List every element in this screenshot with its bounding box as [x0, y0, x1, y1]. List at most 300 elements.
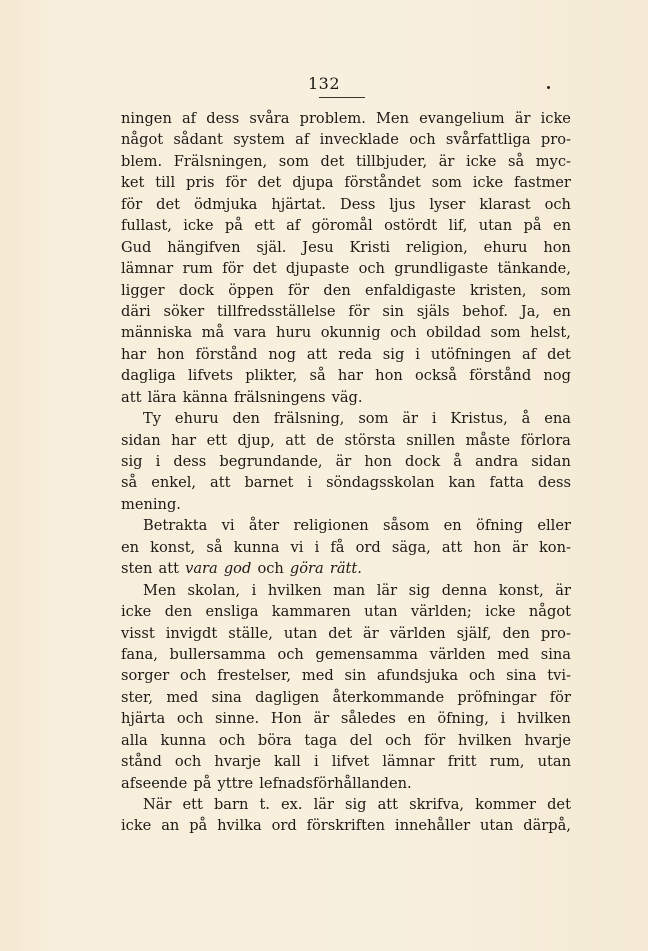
word: enfaldigaste — [364, 281, 456, 299]
word: Gud — [121, 238, 152, 256]
word: världen; — [410, 603, 472, 621]
word: ord — [271, 817, 297, 835]
word: icke — [121, 817, 152, 835]
text-line — [121, 644, 571, 665]
word: pris — [186, 174, 215, 192]
word: lif, — [448, 217, 468, 235]
text-line — [121, 108, 571, 129]
word: den — [164, 603, 193, 621]
word: hvilken — [517, 710, 571, 728]
word: världen — [389, 624, 446, 642]
text-line — [121, 773, 571, 794]
word: öfning — [476, 517, 524, 535]
word: rum — [182, 260, 213, 278]
word: för — [424, 731, 446, 749]
word: förlora — [520, 431, 571, 449]
text-line — [121, 472, 571, 493]
word: konst, — [498, 581, 544, 599]
word: på — [523, 217, 542, 235]
word: utan — [364, 603, 398, 621]
text-line — [121, 172, 571, 193]
word: i — [155, 453, 161, 470]
word: har — [121, 345, 147, 363]
word: kan — [448, 474, 476, 492]
text-line — [121, 665, 571, 686]
text-line — [121, 815, 571, 836]
word: att — [210, 474, 231, 492]
word: fana, — [121, 645, 158, 663]
word: svårfattliga — [445, 131, 531, 149]
word: å — [453, 453, 462, 470]
word: är — [402, 410, 418, 428]
word: och — [257, 560, 284, 578]
word: världen — [429, 645, 486, 663]
word: att — [306, 345, 328, 363]
word: och — [277, 645, 304, 663]
word: myc- — [535, 152, 571, 170]
word: dock — [405, 453, 441, 470]
word: fatta — [489, 474, 524, 492]
word: däri — [121, 302, 151, 320]
word: och — [409, 131, 436, 149]
word: så — [309, 367, 326, 385]
word: är — [514, 110, 531, 127]
word: kristen, — [470, 281, 527, 299]
word: an — [161, 817, 180, 835]
word: hvilken — [267, 581, 322, 599]
word: religionen — [293, 517, 369, 535]
word: ett — [182, 796, 203, 813]
word: å — [521, 410, 531, 428]
word: Dess — [340, 195, 376, 213]
word: ostördt — [384, 217, 438, 235]
word: yttre — [217, 774, 254, 792]
word: afundsjuka — [376, 667, 459, 685]
text-line — [121, 730, 571, 751]
word: rätt. — [329, 560, 362, 578]
word: af — [295, 131, 310, 149]
word: icke — [183, 217, 214, 235]
word: det — [156, 195, 180, 213]
text-line — [121, 623, 571, 644]
word: icke — [472, 174, 504, 192]
word: eller — [537, 517, 571, 535]
word: som — [540, 281, 571, 299]
word: dock — [178, 281, 215, 299]
word: skolan, — [187, 581, 241, 599]
word: själs — [416, 302, 450, 320]
word: det — [320, 152, 345, 170]
word: göra — [289, 560, 324, 578]
word: hon — [473, 538, 501, 556]
text-line — [121, 344, 571, 365]
word: plikter, — [245, 367, 298, 385]
word: problem. — [299, 110, 366, 127]
word: kommer — [475, 796, 537, 813]
word: lära — [147, 388, 177, 406]
word: är — [438, 152, 455, 170]
text-line — [121, 687, 571, 708]
word: pro- — [540, 624, 571, 642]
text-line — [121, 537, 571, 558]
text-line — [121, 494, 571, 515]
word: andra — [475, 453, 519, 470]
word: och — [390, 324, 417, 342]
word: alla — [121, 731, 148, 749]
text-line — [121, 515, 571, 536]
word: i — [307, 474, 313, 492]
word: att — [377, 796, 399, 813]
word: en — [121, 538, 140, 556]
word: vara — [233, 324, 267, 342]
word: blem. — [121, 152, 163, 170]
word: för — [348, 302, 370, 320]
word: hvilken — [457, 731, 512, 749]
word: det — [547, 345, 571, 363]
word: hjärta — [121, 710, 166, 728]
word: frälsningens — [233, 388, 326, 406]
word: hvarje — [214, 753, 261, 771]
word: lämnar — [121, 260, 174, 278]
word: det — [252, 260, 277, 278]
word: väg. — [331, 388, 363, 406]
word: djupa — [292, 174, 334, 192]
word: vara — [185, 560, 218, 578]
word: fritt — [447, 753, 477, 771]
word: så — [121, 474, 138, 492]
word: pro- — [540, 131, 571, 149]
word: lefnadsförhållanden. — [259, 774, 412, 792]
word: de — [316, 431, 335, 449]
text-line — [121, 558, 571, 579]
word: nog — [543, 367, 571, 385]
word: klarast — [479, 195, 531, 213]
word: så — [206, 538, 223, 556]
word: och — [180, 667, 207, 685]
word: ett — [254, 217, 275, 235]
word: att — [121, 388, 142, 406]
word: djup, — [237, 431, 275, 449]
word: den — [323, 281, 351, 299]
word: lär — [313, 796, 334, 813]
word: på — [224, 217, 243, 235]
word: utan — [478, 217, 513, 235]
text-line — [121, 408, 571, 429]
word: lär — [376, 581, 398, 599]
text-line — [121, 387, 571, 408]
word: sina — [540, 645, 571, 663]
ink-speck — [547, 86, 550, 89]
word: huru — [275, 324, 312, 342]
word: sig — [345, 796, 367, 813]
word: ster, — [121, 688, 154, 706]
word: ensliga — [205, 603, 259, 621]
word: sådant — [173, 131, 223, 149]
word: stånd — [121, 753, 162, 771]
word: som — [431, 174, 462, 192]
word: okunnig — [320, 324, 381, 342]
word: känna — [182, 388, 228, 406]
word: man — [333, 581, 366, 599]
word: tillbjuder, — [355, 152, 428, 170]
word: som — [490, 324, 521, 342]
word: icke — [485, 603, 516, 621]
word: svåra — [249, 110, 290, 127]
word: system — [233, 131, 285, 149]
word: hvarje — [524, 731, 571, 749]
word: vi — [290, 538, 304, 556]
word: största — [344, 431, 396, 449]
word: ehuru — [174, 410, 219, 428]
word: i — [415, 345, 420, 363]
word: något — [121, 131, 164, 149]
word: nog — [268, 345, 296, 363]
word: kammaren — [271, 603, 351, 621]
word: hängifven — [167, 238, 241, 256]
word: icke — [540, 110, 571, 127]
word: Hon — [270, 710, 302, 728]
word: och — [468, 667, 496, 685]
text-line — [121, 451, 571, 472]
word: sinne. — [214, 710, 260, 728]
word: sorger — [121, 667, 170, 685]
text-line — [121, 430, 571, 451]
word: del — [349, 731, 373, 749]
word: för — [222, 260, 244, 278]
word: Kristus, — [450, 410, 508, 428]
word: skrifva, — [409, 796, 465, 813]
word: När — [143, 796, 172, 813]
word: åter — [248, 517, 280, 535]
word: enkel, — [151, 474, 197, 492]
word: pröfningar — [457, 688, 537, 706]
word: en — [552, 302, 571, 320]
word: sidan — [121, 431, 161, 449]
word: kunna — [160, 731, 207, 749]
word: hon — [375, 367, 403, 385]
text-line — [121, 280, 571, 301]
word: invecklade — [319, 131, 399, 149]
word: således — [340, 710, 396, 728]
word: i — [251, 581, 257, 599]
word: afseende — [121, 774, 188, 792]
word: ödmjuka — [193, 195, 258, 213]
word: lyser — [429, 195, 466, 213]
word: med — [497, 645, 530, 663]
text-line — [121, 322, 571, 343]
word: ex. — [281, 796, 303, 813]
word: barnet — [244, 474, 294, 492]
word: invigdt — [165, 624, 218, 642]
word: Jesu — [302, 238, 334, 256]
text-line — [121, 129, 571, 150]
word: själ. — [256, 238, 287, 256]
word: förskriften — [306, 817, 386, 835]
word: lifvets — [187, 367, 233, 385]
word: dagligen — [255, 688, 320, 706]
word: och — [358, 260, 385, 278]
word: dess — [206, 110, 240, 127]
word: Frälsningen, — [173, 152, 268, 170]
word: obildad — [426, 324, 481, 342]
word: utöfningen — [430, 345, 512, 363]
word: sig — [408, 581, 431, 599]
text-line — [121, 301, 571, 322]
word: i — [431, 410, 437, 428]
word: sig — [382, 345, 405, 363]
word: och — [218, 731, 246, 749]
word: ena — [544, 410, 571, 428]
text-line — [121, 258, 571, 279]
word: af — [522, 345, 537, 363]
word: Betrakta — [143, 517, 208, 535]
word: söndagsskolan — [326, 474, 435, 492]
word: för — [549, 688, 571, 706]
word: lämnar — [382, 753, 435, 771]
word: söker — [163, 302, 205, 320]
word: ett — [206, 431, 227, 449]
word: ket — [121, 174, 145, 192]
word: som — [278, 152, 309, 170]
word: tvi- — [547, 667, 571, 685]
word: sig — [121, 453, 143, 470]
word: är — [313, 710, 330, 728]
word: dagliga — [121, 367, 176, 385]
word: så — [507, 152, 525, 170]
word: att — [441, 538, 463, 556]
word: och — [174, 753, 202, 771]
page-number: 132 — [307, 74, 341, 93]
text-line — [121, 365, 571, 386]
word: sina — [211, 688, 242, 706]
word: gemensamma — [315, 645, 418, 663]
word: för — [287, 281, 310, 299]
word: sina — [506, 667, 537, 685]
word: i — [314, 538, 320, 556]
word: behof. — [462, 302, 509, 320]
word: böra — [257, 731, 292, 749]
word: hon — [157, 345, 185, 363]
word: sin — [382, 302, 404, 320]
word: måste — [465, 431, 511, 449]
text-line — [121, 151, 571, 172]
word: har — [337, 367, 363, 385]
word: till — [155, 174, 176, 192]
word: frestelser, — [217, 667, 292, 685]
word: konst, — [150, 538, 196, 556]
word: med — [301, 667, 334, 685]
word: denna — [441, 581, 488, 599]
word: ljus — [389, 195, 416, 213]
word: därpå, — [523, 817, 571, 835]
word: Kristi — [349, 238, 391, 256]
word: människa — [121, 324, 193, 342]
word: sten — [121, 560, 153, 578]
word: i — [500, 710, 506, 728]
word: innehåller — [394, 817, 471, 835]
word: ningen — [121, 110, 172, 127]
word: utan — [479, 817, 514, 835]
word: t. — [259, 796, 270, 813]
word: tänkande, — [497, 260, 571, 278]
text-line — [121, 215, 571, 236]
word: bullersamma — [169, 645, 266, 663]
word: på — [189, 817, 208, 835]
word: ord — [355, 538, 381, 556]
word: snillen — [406, 431, 456, 449]
word: ställe, — [228, 624, 273, 642]
word: och — [176, 710, 204, 728]
word: taga — [304, 731, 338, 749]
word: för — [121, 195, 143, 213]
text-line — [121, 751, 571, 772]
word: och — [385, 731, 412, 749]
word: sin — [344, 667, 367, 685]
word: hvilka — [217, 817, 262, 835]
word: för — [225, 174, 247, 192]
word: icke — [466, 152, 497, 170]
word: också — [414, 367, 457, 385]
word: icke — [121, 603, 152, 621]
word: hon — [364, 453, 392, 470]
word: den — [502, 624, 530, 642]
text-line — [121, 708, 571, 729]
word: som — [358, 410, 389, 428]
word: kon- — [538, 538, 571, 556]
word: hon — [543, 238, 571, 256]
text-line — [121, 237, 571, 258]
word: den — [232, 410, 260, 428]
word: religion, — [405, 238, 468, 256]
word: sidan — [531, 453, 571, 470]
word: ligger — [121, 281, 165, 299]
word: Ja, — [520, 302, 541, 320]
word: ehuru — [483, 238, 528, 256]
word: vi — [221, 517, 235, 535]
word: dess — [173, 453, 207, 470]
word: förstånd — [195, 345, 258, 363]
word: göromål — [311, 217, 373, 235]
word: förstånd — [469, 367, 532, 385]
text-line — [121, 601, 571, 622]
word: frälsning, — [273, 410, 345, 428]
word: det — [547, 796, 571, 813]
word: djupaste — [285, 260, 350, 278]
word: kall — [273, 753, 301, 771]
word: dess — [538, 474, 571, 492]
word: visst — [121, 624, 155, 642]
word: rum, — [489, 753, 525, 771]
word: af — [181, 110, 197, 127]
word: utan — [537, 753, 571, 771]
word: är — [512, 538, 528, 556]
word: det — [328, 624, 353, 642]
word: få — [330, 538, 345, 556]
word: säga, — [391, 538, 431, 556]
word: fastmer — [513, 174, 571, 192]
text-line — [121, 194, 571, 215]
word: i — [313, 753, 319, 771]
word: utan — [283, 624, 318, 642]
word: en — [407, 710, 426, 728]
body-text — [121, 108, 571, 837]
word: är — [363, 624, 379, 642]
word: med — [166, 688, 199, 706]
text-line — [121, 794, 571, 815]
word: fullast, — [121, 217, 172, 235]
word: mening. — [121, 495, 181, 513]
word: af — [286, 217, 301, 235]
